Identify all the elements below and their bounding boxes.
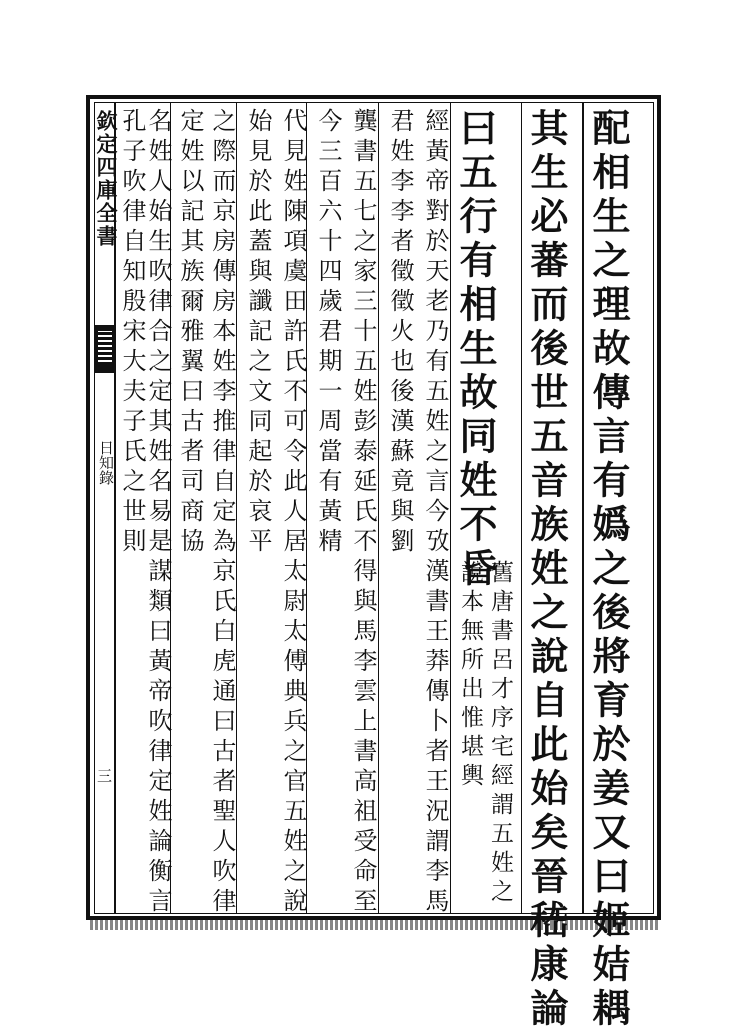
- column-rule: [582, 102, 584, 914]
- main-text-column-1: 配相生之理故傳言有嬀之後將育於姜又曰姬姞耦: [586, 108, 631, 1032]
- column-rule: [521, 102, 522, 914]
- commentary-column-3: 代見姓陳項虞田許氏不可令此人居太尉太傅典兵之官五姓之說始見於此蓋與讖記之文同起於哀平: [244, 108, 307, 918]
- commentary-column-2: 龔書五七之家三十五姓彭泰延氏不得與馬李雲上書高祖受命至今三百六十四歲君期一周當有黃精: [314, 108, 377, 918]
- commentary-column-4: 之際而京房傳房本姓李推律自定為京氏白虎通曰古者聖人吹律定姓以記其族爾雅翼曰古者司商協: [176, 108, 236, 918]
- spine-title: 欽定四庫全書: [94, 110, 119, 248]
- spine-volume-title: 日知錄: [97, 440, 115, 485]
- commentary-column-1: 經黃帝對於天老乃有五姓之言今攷漢書王莽傳卜者王況謂李馬君姓李李者徵徵火也後漢蘇竟與劉: [386, 108, 449, 918]
- frame-bottom-edge: [90, 920, 658, 930]
- page-number: 三: [95, 768, 113, 783]
- main-text-column-2: 其生必蕃而後世五音族姓之說自此始矣晉嵇康論: [524, 108, 569, 1032]
- commentary-column-5: 名姓人始生吹律合之定其姓名易是謀類曰黃帝吹律定姓論衡言孔子吹律自知殷宋大夫子氏之世則: [118, 108, 172, 918]
- main-text-column-3: 曰五行有相生故同姓不昏: [453, 108, 498, 592]
- fish-tail-mark-icon: [95, 325, 115, 373]
- commentary-note: 舊唐書呂才序宅經謂五姓之說本無所出惟堪輿: [457, 560, 513, 908]
